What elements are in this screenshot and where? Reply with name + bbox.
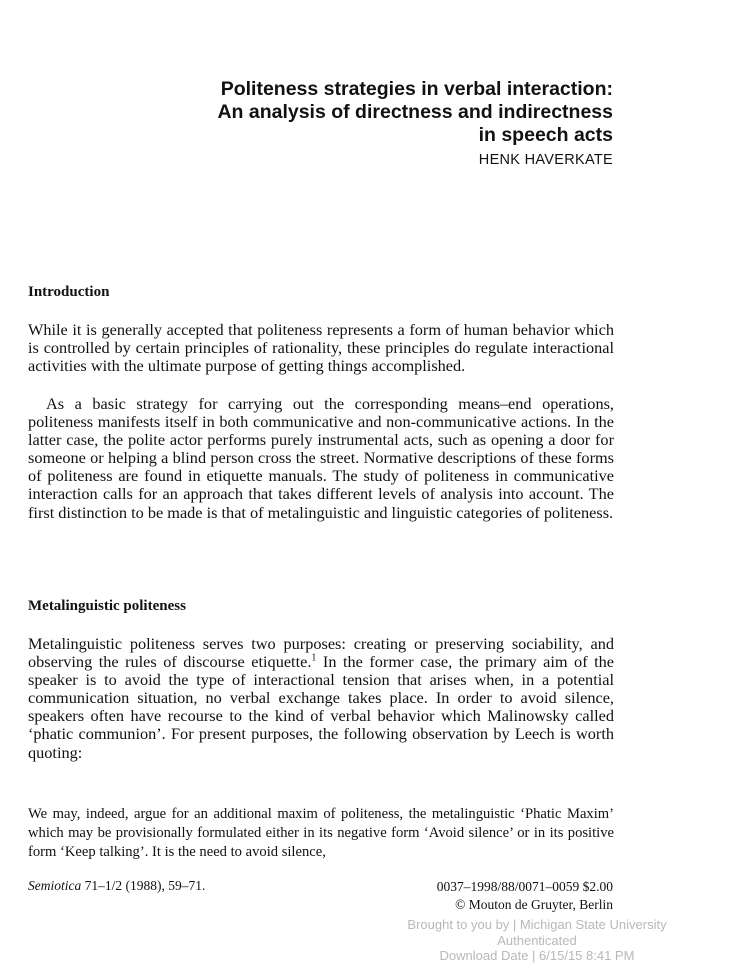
download-watermark [367, 917, 707, 964]
journal-name: Semiotica [28, 878, 82, 893]
watermark-line-3: Download Date | 6/15/15 8:41 PM [439, 948, 635, 963]
watermark-line-2: Authenticated [497, 932, 577, 948]
issn-price: 0037–1998/88/0071–0059 $2.00 [436, 879, 613, 894]
journal-citation [28, 878, 205, 894]
metalinguistic-paragraph [28, 635, 614, 762]
author-name: HENK HAVERKATE [478, 152, 613, 168]
metalinguistic-text-a: Metalinguistic politeness serves two purposes: creating or preserving sociability, and observing the rules of discourse etiquette. [28, 634, 614, 672]
citation-details: 71–1/2 (1988), 59–71. [81, 878, 206, 893]
paper-title [217, 78, 613, 147]
publisher: © Mouton de Gruyter, Berlin [455, 897, 613, 912]
metalinguistic-text-b: In the former case, the primary aim of the speaker is to avoid the type of interactional tension that arises when, in a potential communication situation, no verbal exchange takes place. In order to avoid silence, speakers often have recourse to the kind of verbal behavior which Malinowsky called ‘phatic communion’. For present purposes, the following observation by Leech is worth quoting: [28, 652, 614, 762]
section-heading-metalinguistic: Metalinguistic politeness [28, 598, 186, 614]
watermark-line-1: Brought to you by | Michigan State University [407, 917, 667, 932]
block-quote: We may, indeed, argue for an additional maxim of politeness, the metalinguistic ‘Phatic Maxim’ which may be provisionally formulated either in its negative form ‘Avoid silence’ or in its positive form ‘Keep talking’. It is the need to avoid silence, [28, 806, 614, 860]
intro-paragraph-2-text: As a basic strategy for carrying out the corresponding means–end operations, politeness manifests itself in both communicative and non-communicative actions. In the latter case, the polite actor performs purely instrumental acts, such as opening a door for someone or helping a blind person cross the street. Normative descriptions of these forms of politeness are found in etiquette manuals. The study of politeness in communicative interaction calls for an approach that takes different levels of analysis into account. The first distinction to be made is that of metalinguistic and linguistic categories of politeness. [28, 394, 614, 522]
title-line-3: in speech acts [478, 124, 613, 146]
intro-paragraph-1: While it is generally accepted that politeness represents a form of human behavior which is controlled by certain principles of rationality, these principles do regulate interactional activities with the ultimate purpose of getting things accomplished. [28, 320, 614, 376]
intro-paragraph-2 [28, 395, 614, 522]
publication-info [437, 878, 613, 914]
title-line-2: An analysis of directness and indirectness [217, 101, 613, 123]
footnote-marker[interactable]: 1 [311, 652, 317, 664]
section-heading-introduction: Introduction [28, 284, 110, 300]
title-line-1: Politeness strategies in verbal interaction: [220, 78, 613, 100]
